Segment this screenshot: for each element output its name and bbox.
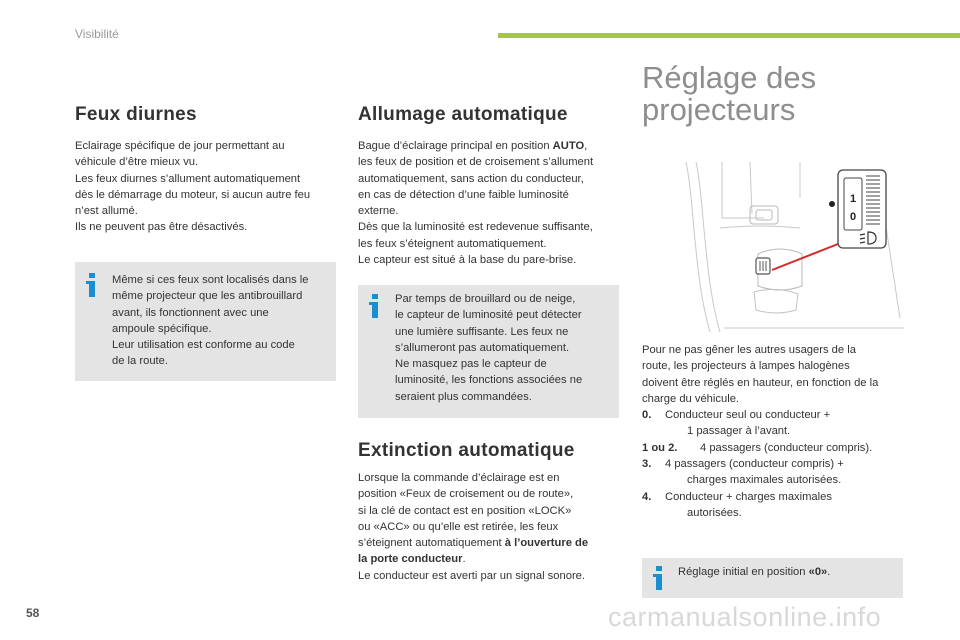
text-line: une lumière suffisante. Les feux ne bbox=[395, 325, 569, 338]
headlamp-adjustment-illustration bbox=[680, 158, 908, 334]
text-line: position «Feux de croisement ou de route», bbox=[358, 488, 574, 501]
text-line: Ne masquez pas le capteur de bbox=[395, 358, 547, 371]
list-text bbox=[642, 407, 910, 440]
list-text bbox=[642, 456, 910, 489]
text-line: s’allumeront pas automatiquement. bbox=[395, 341, 570, 354]
list-item bbox=[642, 407, 910, 440]
text-bold: à l’ouverture de bbox=[504, 537, 589, 550]
info-text bbox=[678, 564, 900, 580]
section-title: Visibilité bbox=[75, 27, 119, 41]
text-line: les feux s’éteignent automatiquement. bbox=[358, 237, 547, 250]
info-box-feux-diurnes bbox=[75, 262, 336, 381]
list-line: autorisées. bbox=[687, 506, 742, 519]
text-line: Leur utilisation est conforme au code bbox=[112, 339, 295, 352]
text-line: externe. bbox=[358, 205, 399, 218]
title-line: projecteurs bbox=[642, 92, 796, 127]
text-span: . bbox=[462, 553, 466, 566]
list-line: Conducteur seul ou conducteur + bbox=[665, 409, 831, 422]
heading-extinction-automatique: Extinction automatique bbox=[358, 440, 575, 461]
text-line: ampoule spécifique. bbox=[112, 322, 212, 335]
info-box-reglage-initial bbox=[642, 558, 903, 598]
text-line bbox=[358, 551, 623, 567]
text-line bbox=[358, 535, 623, 551]
info-icon bbox=[652, 566, 666, 590]
text-line: n’est allumé. bbox=[75, 205, 138, 218]
text-line: Même si ces feux sont localisés dans le bbox=[112, 274, 309, 286]
watermark: carmanualsonline.info bbox=[608, 602, 882, 632]
list-number: 4. bbox=[642, 490, 652, 503]
allumage-text bbox=[358, 138, 623, 268]
text-line: Pour ne pas gêner les autres usagers de la bbox=[642, 344, 856, 356]
knob-label-0: 0 bbox=[850, 211, 857, 223]
list-line: 1 passager à l’avant. bbox=[687, 425, 791, 438]
list-line: 4 passagers (conducteur compris). bbox=[700, 441, 873, 454]
list-line: charges maximales autorisées. bbox=[687, 474, 842, 487]
info-icon bbox=[85, 273, 99, 297]
load-position-list bbox=[642, 407, 910, 521]
heading-feux-diurnes: Feux diurnes bbox=[75, 104, 197, 125]
text-line: doivent être réglés en hauteur, en fonction de la bbox=[642, 376, 879, 389]
list-text bbox=[642, 489, 910, 522]
text-bold-auto: AUTO bbox=[552, 140, 585, 152]
text-span: , bbox=[584, 140, 588, 152]
title-line: Réglage des bbox=[642, 60, 817, 95]
info-text bbox=[395, 291, 617, 405]
page-number: 58 bbox=[26, 606, 40, 620]
text-bold: «0» bbox=[808, 566, 828, 578]
text-line: avant, ils fonctionnent avec une bbox=[112, 306, 269, 319]
list-number: 0. bbox=[642, 409, 652, 422]
text-line: si la clé de contact est en position «LOCK» bbox=[358, 504, 572, 517]
text-line: même projecteur que les antibrouillard bbox=[112, 290, 303, 303]
text-line: luminosité, les fonctions associées ne bbox=[395, 374, 583, 387]
text-line bbox=[678, 564, 900, 580]
text-span: Bague d’éclairage principal en position bbox=[358, 140, 553, 152]
text-line: Par temps de brouillard ou de neige, bbox=[395, 293, 576, 305]
text-line: Eclairage spécifique de jour permettant au bbox=[75, 140, 285, 152]
text-bold: la porte conducteur bbox=[358, 553, 463, 566]
text-line: Les feux diurnes s’allument automatiquement bbox=[75, 172, 301, 185]
list-line: 4 passagers (conducteur compris) + bbox=[665, 458, 844, 471]
text-span: Réglage initial en position bbox=[678, 566, 809, 578]
info-box-brouillard bbox=[358, 285, 619, 418]
text-line: ou «ACC» ou qu’elle est retirée, les feux bbox=[358, 520, 559, 533]
list-item bbox=[642, 456, 910, 489]
text-line: de la route. bbox=[112, 355, 168, 368]
feux-diurnes-text bbox=[75, 138, 340, 236]
list-item bbox=[642, 440, 910, 456]
text-line: le capteur de luminosité peut détecter bbox=[395, 309, 582, 322]
text-line: dès le démarrage du moteur, si aucun autre feu bbox=[75, 188, 311, 201]
heading-allumage-automatique: Allumage automatique bbox=[358, 104, 568, 125]
extinction-text bbox=[358, 470, 623, 584]
text-line: en cas de détection d’une faible luminosité bbox=[358, 188, 569, 201]
text-line: route, les projecteurs à lampes halogènes bbox=[642, 360, 850, 373]
text-span: s’éteignent automatiquement bbox=[358, 537, 505, 550]
text-line: Dès que la luminosité est redevenue suffisante, bbox=[358, 221, 593, 234]
text-line: charge du véhicule. bbox=[642, 392, 740, 405]
info-icon bbox=[368, 294, 382, 318]
text-line bbox=[358, 138, 623, 154]
text-line: Ils ne peuvent pas être désactivés. bbox=[75, 221, 248, 234]
heading-reglage-projecteurs bbox=[642, 62, 816, 126]
text-span: . bbox=[827, 566, 831, 578]
list-text bbox=[642, 440, 910, 456]
text-line: Le conducteur est averti par un signal sonore. bbox=[358, 569, 585, 582]
info-text bbox=[112, 272, 334, 370]
text-line: automatiquement, sans action du conducteur, bbox=[358, 172, 584, 185]
list-number: 1 ou 2. bbox=[642, 441, 678, 454]
text-line: Lorsque la commande d’éclairage est en bbox=[358, 472, 560, 484]
text-line: Le capteur est situé à la base du pare-brise. bbox=[358, 254, 577, 267]
list-number: 3. bbox=[642, 458, 652, 471]
indicator-dot bbox=[829, 201, 835, 207]
header-accent-bar bbox=[498, 33, 960, 38]
text-line: seraient plus commandées. bbox=[395, 390, 532, 403]
reglage-text bbox=[642, 342, 910, 521]
pointer-line bbox=[772, 244, 838, 270]
text-line: véhicule d’être mieux vu. bbox=[75, 156, 199, 169]
list-line: Conducteur + charges maximales bbox=[665, 490, 832, 503]
list-item bbox=[642, 489, 910, 522]
knob-label-1: 1 bbox=[850, 193, 857, 205]
text-line: les feux de position et de croisement s’allument bbox=[358, 156, 594, 169]
